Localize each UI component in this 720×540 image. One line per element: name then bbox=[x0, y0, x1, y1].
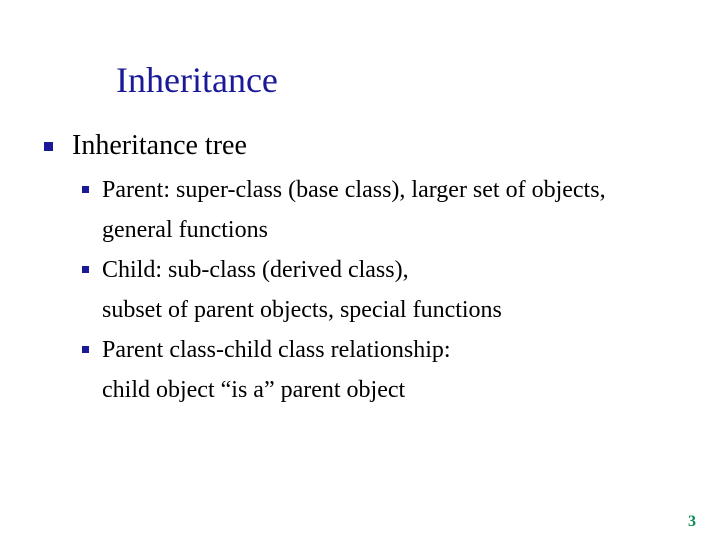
square-bullet-icon bbox=[82, 266, 89, 273]
list-item bbox=[82, 170, 702, 250]
list-item bbox=[82, 250, 702, 330]
list-item-line: general functions bbox=[102, 217, 268, 243]
list-item bbox=[82, 330, 702, 410]
slide-title: Inheritance bbox=[116, 60, 278, 100]
list-item-line: Parent: super-class (base class), larger set of objects, bbox=[102, 177, 606, 203]
list-item-line: child object “is a” parent object bbox=[102, 377, 406, 403]
square-bullet-icon bbox=[82, 346, 89, 353]
page-number: 3 bbox=[688, 513, 696, 530]
sub-bullet-list bbox=[82, 170, 702, 410]
list-item-line: subset of parent objects, special functions bbox=[102, 297, 502, 323]
bullet-text: Inheritance tree bbox=[72, 130, 247, 161]
list-item-line: Child: sub-class (derived class), bbox=[102, 257, 409, 283]
square-bullet-icon bbox=[82, 186, 89, 193]
list-item-line: Parent class-child class relationship: bbox=[102, 337, 451, 363]
square-bullet-icon bbox=[44, 142, 53, 151]
